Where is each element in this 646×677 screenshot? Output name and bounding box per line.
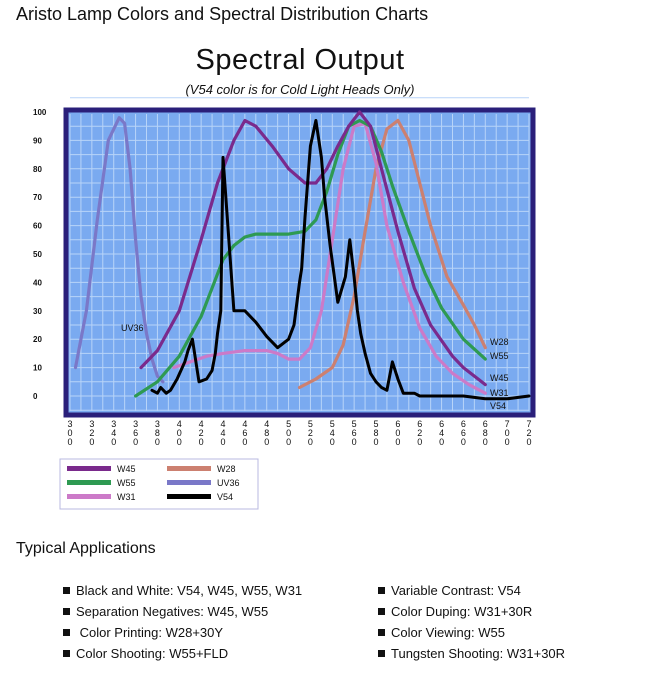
applications-right-list — [378, 580, 565, 664]
application-text: Color Shooting: W55+FLD — [76, 646, 229, 661]
application-item — [63, 622, 302, 643]
series-label-uv36: UV36 — [121, 323, 144, 333]
application-text: Color Viewing: W55 — [391, 625, 505, 640]
x-tick-label: 6 4 0 — [439, 419, 445, 447]
series-label-w31: W31 — [490, 388, 509, 398]
legend-swatch-w28 — [167, 466, 211, 471]
application-text: Variable Contrast: V54 — [391, 583, 521, 598]
application-item — [378, 601, 565, 622]
x-tick-label: 7 0 0 — [504, 419, 510, 447]
y-tick-label: 100 — [33, 108, 47, 117]
y-tick-label: 10 — [33, 363, 42, 373]
x-tick-label: 6 8 0 — [482, 419, 488, 447]
legend-swatch-w55 — [67, 480, 111, 485]
x-tick-label: 5 4 0 — [329, 419, 335, 447]
x-axis-ticks — [67, 419, 531, 447]
legend-swatch-v54 — [167, 494, 211, 499]
bullet-icon — [63, 629, 70, 636]
y-tick-label: 80 — [33, 164, 42, 174]
application-item — [63, 580, 302, 601]
application-text: Color Duping: W31+30R — [391, 604, 533, 619]
x-tick-label: 5 6 0 — [351, 419, 357, 447]
legend-label-w31: W31 — [117, 492, 136, 502]
y-tick-label: 90 — [33, 136, 42, 146]
typical-applications-heading: Typical Applications — [16, 540, 156, 557]
chart-title: Spectral Output — [195, 44, 405, 76]
bullet-icon — [378, 587, 385, 594]
x-tick-label: 4 2 0 — [198, 419, 204, 447]
x-tick-label: 3 8 0 — [154, 419, 160, 447]
y-tick-label: 0 — [33, 392, 38, 401]
legend-label-v54: V54 — [217, 492, 234, 502]
legend-label-w45: W45 — [117, 464, 136, 474]
y-tick-label: 20 — [33, 335, 42, 345]
x-tick-label: 4 0 0 — [176, 419, 182, 447]
x-tick-label: 3 6 0 — [133, 419, 139, 447]
application-text: Color Printing: W28+30Y — [76, 625, 224, 640]
x-tick-label: 5 8 0 — [373, 419, 379, 447]
legend-label-w55: W55 — [117, 478, 136, 488]
application-text: Tungsten Shooting: W31+30R — [391, 646, 566, 661]
bullet-icon — [63, 650, 70, 657]
application-item — [63, 643, 302, 664]
application-text: Black and White: V54, W45, W55, W31 — [76, 583, 303, 598]
x-tick-label: 4 4 0 — [220, 419, 226, 447]
bullet-icon — [63, 608, 70, 615]
y-tick-label: 30 — [33, 306, 42, 316]
y-tick-label: 70 — [33, 193, 42, 203]
x-tick-label: 3 0 0 — [67, 419, 73, 447]
x-tick-label: 3 4 0 — [111, 419, 117, 447]
legend-swatch-uv36 — [167, 480, 211, 485]
x-tick-label: 6 6 0 — [460, 419, 466, 447]
legend-label-w28: W28 — [217, 464, 236, 474]
series-label-w28: W28 — [490, 337, 509, 347]
x-tick-label: 3 2 0 — [89, 419, 95, 447]
application-item — [378, 643, 565, 664]
x-tick-label: 5 0 0 — [286, 419, 292, 447]
x-tick-label: 7 2 0 — [526, 419, 532, 447]
x-tick-label: 4 8 0 — [264, 419, 270, 447]
application-item — [378, 622, 565, 643]
x-tick-label: 6 0 0 — [395, 419, 401, 447]
y-tick-label: 60 — [33, 221, 42, 231]
legend-swatch-w45 — [67, 466, 111, 471]
y-tick-label: 40 — [33, 278, 42, 288]
applications-left-list — [63, 580, 302, 664]
x-tick-label: 5 2 0 — [307, 419, 313, 447]
x-tick-label: 6 2 0 — [417, 419, 423, 447]
bullet-icon — [378, 650, 385, 657]
series-label-v54: V54 — [490, 401, 507, 411]
x-tick-label: 4 6 0 — [242, 419, 248, 447]
application-text: Separation Negatives: W45, W55 — [76, 604, 269, 619]
legend-swatch-w31 — [67, 494, 111, 499]
bullet-icon — [378, 608, 385, 615]
series-label-w45: W45 — [490, 373, 509, 383]
page-title: Aristo Lamp Colors and Spectral Distribution Charts — [16, 4, 429, 24]
chart-subtitle: (V54 color is for Cold Light Heads Only) — [185, 82, 415, 97]
bullet-icon — [378, 629, 385, 636]
application-item — [63, 601, 302, 622]
bullet-icon — [63, 587, 70, 594]
application-item — [378, 580, 565, 601]
series-label-w55: W55 — [490, 351, 509, 361]
y-tick-label: 50 — [33, 250, 42, 259]
legend-label-uv36: UV36 — [217, 478, 240, 488]
y-axis-ticks — [33, 108, 47, 401]
